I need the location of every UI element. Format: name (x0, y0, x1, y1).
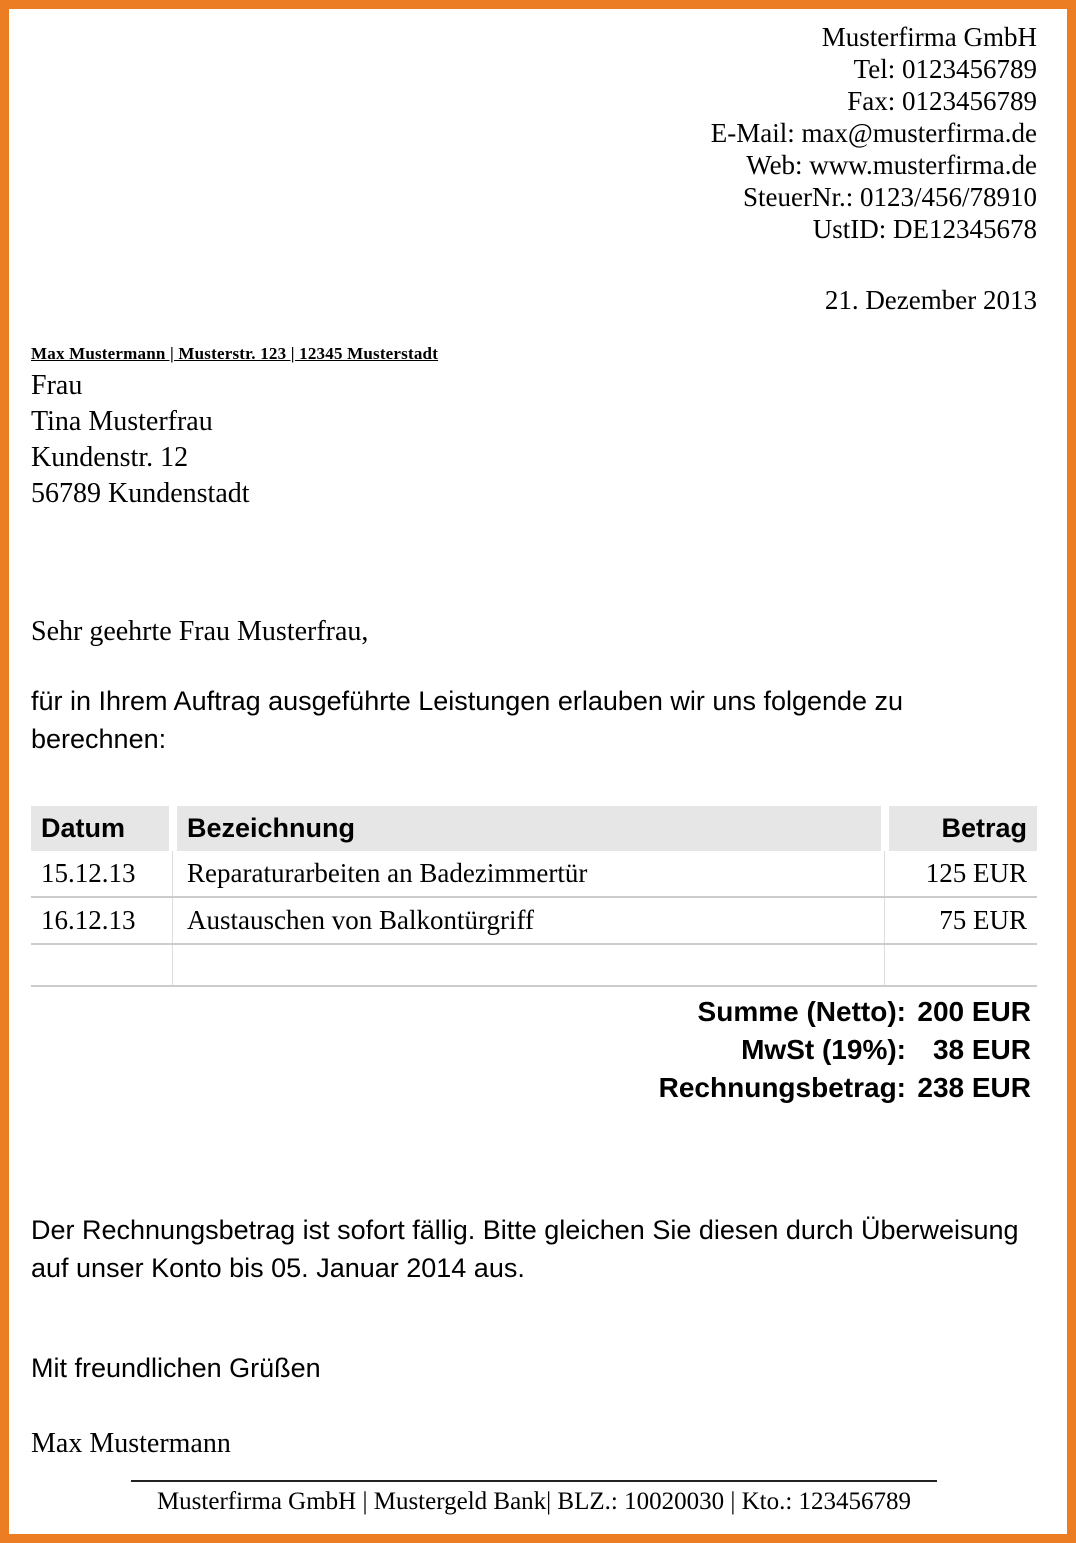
recipient-salutation-word: Frau (31, 370, 83, 401)
signature-name: Max Mustermann (31, 1428, 231, 1459)
table-row (31, 898, 1037, 945)
row-description: Reparaturarbeiten an Badezimmertür (172, 851, 881, 896)
row-amount-empty (884, 945, 1037, 985)
row-description: Austauschen von Balkontürgriff (172, 898, 881, 943)
letter-salutation: Sehr geehrte Frau Musterfrau, (31, 616, 369, 647)
total-net-label: Summe (Netto): (697, 996, 906, 1027)
payment-terms-paragraph: Der Rechnungsbetrag ist sofort fällig. Bitte gleichen Sie diesen durch Überweisung auf unser Konto bis 05. Januar 2014 aus. (31, 1215, 1019, 1283)
company-phone: Tel: 0123456789 (853, 54, 1037, 84)
recipient-address (31, 368, 1037, 512)
company-web: Web: www.musterfirma.de (746, 150, 1037, 180)
row-description-empty (172, 945, 881, 985)
total-gross-line (31, 1069, 1037, 1107)
total-net-line (31, 993, 1037, 1031)
total-vat-line (31, 1031, 1037, 1069)
totals-block (31, 993, 1037, 1107)
row-date: 16.12.13 (41, 905, 136, 935)
company-header (31, 21, 1037, 245)
intro-paragraph: für in Ihrem Auftrag ausgeführte Leistungen erlauben wir uns folgende zu berechnen: (31, 686, 904, 754)
company-email: E-Mail: max@musterfirma.de (710, 118, 1037, 148)
total-gross-value: 238 EUR (917, 1072, 1031, 1103)
table-header-row (31, 806, 1037, 851)
row-amount: 125 EUR (884, 851, 1037, 896)
row-date-empty (31, 945, 169, 985)
company-fax: Fax: 0123456789 (847, 86, 1037, 116)
column-header-betrag: Betrag (889, 806, 1037, 851)
company-vat-id: UstID: DE12345678 (812, 214, 1037, 244)
recipient-name: Tina Musterfrau (31, 406, 213, 437)
closing-phrase: Mit freundlichen Grüßen (31, 1353, 321, 1383)
company-tax-number: SteuerNr.: 0123/456/78910 (743, 182, 1037, 212)
recipient-street: Kundenstr. 12 (31, 442, 189, 473)
total-net-value: 200 EUR (917, 996, 1031, 1027)
total-gross-label: Rechnungsbetrag: (658, 1072, 906, 1103)
sender-address-line: Max Mustermann | Musterstr. 123 | 12345 Musterstadt (31, 344, 439, 363)
table-empty-row (31, 945, 1037, 987)
footer-container (31, 1480, 1037, 1518)
company-name: Musterfirma GmbH (821, 22, 1037, 52)
footer-bank-details: Musterfirma GmbH | Mustergeld Bank| BLZ.: 10020030 | Kto.: 123456789 (131, 1480, 937, 1518)
column-header-bezeichnung: Bezeichnung (177, 806, 881, 851)
total-vat-value: 38 EUR (932, 1034, 1031, 1065)
total-vat-label: MwSt (19%): (741, 1034, 906, 1065)
row-date: 15.12.13 (41, 858, 136, 888)
invoice-date: 21. Dezember 2013 (824, 285, 1037, 315)
row-amount: 75 EUR (884, 898, 1037, 943)
table-row (31, 851, 1037, 898)
column-header-datum: Datum (31, 806, 169, 851)
recipient-city: 56789 Kundenstadt (31, 478, 250, 509)
invoice-table (31, 806, 1037, 1107)
